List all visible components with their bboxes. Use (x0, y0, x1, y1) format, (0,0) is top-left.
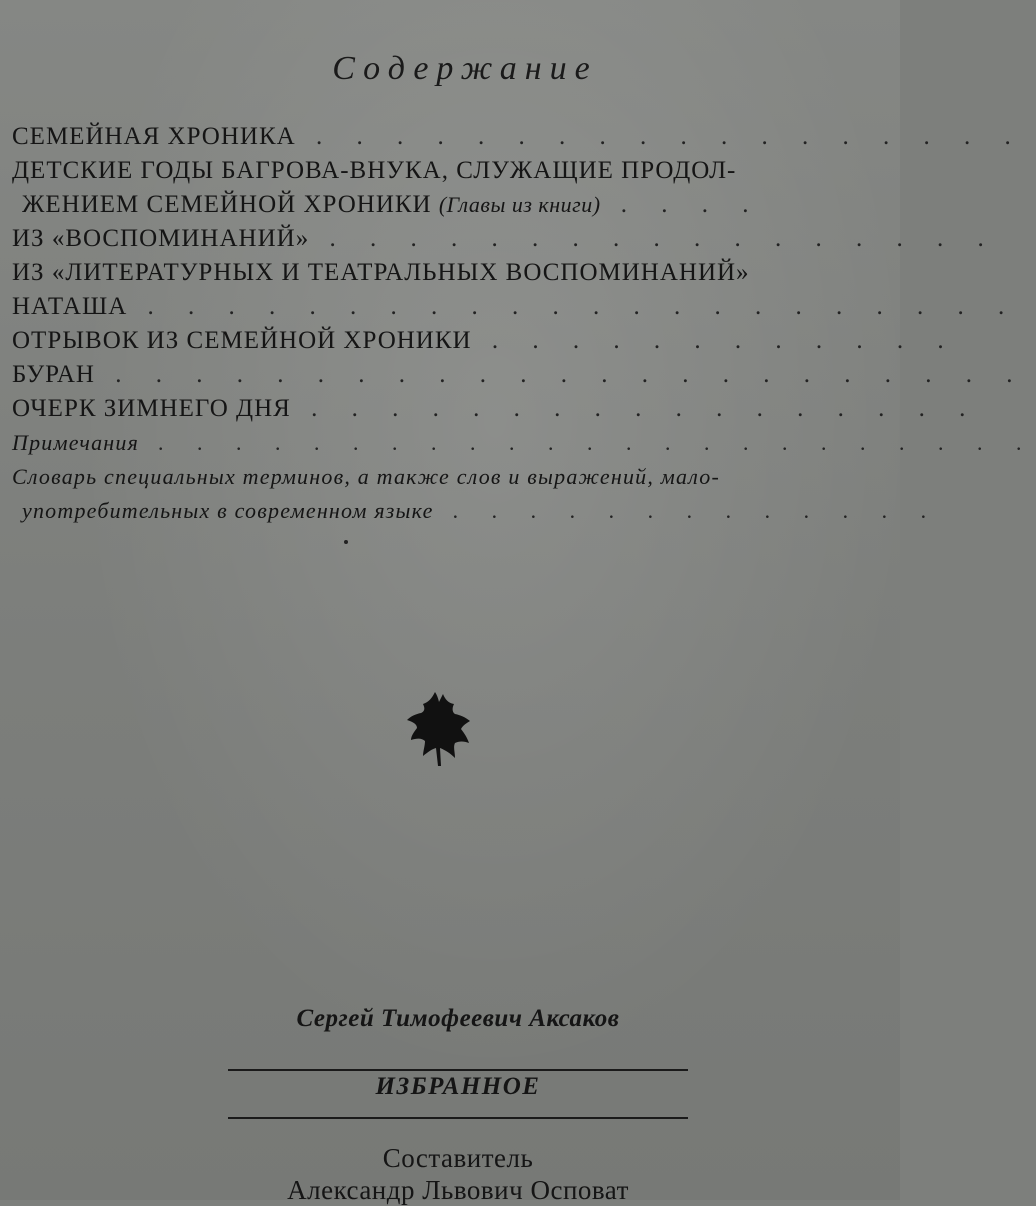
toc-entry-family-chronicle (12, 120, 1025, 154)
toc-entry-text: Примечания (12, 430, 140, 455)
author-name: Сергей Тимофеевич Аксаков (296, 1005, 620, 1032)
toc-entry-glossary-line1 (12, 460, 888, 494)
dot-leader: . . . . . . . . . . . . . . . . . . (295, 123, 1025, 150)
toc-entry-text: ОТРЫВОК ИЗ СЕМЕЙНОЙ ХРОНИКИ (12, 327, 472, 354)
dot-leader: . . . . . . . . . . . . . (433, 498, 941, 523)
toc-entry-text: ИЗ «ВОСПОМИНАНИЙ» (12, 225, 310, 252)
dot-leader: . . . . . . . . . . . . . . . . . . . . . . (127, 293, 1019, 320)
book-title: ИЗБРАННОЕ (375, 1073, 541, 1100)
toc-entry-bagrov-childhood-line2 (12, 188, 888, 222)
toc-entry-winter-day (12, 392, 980, 426)
toc-entry-memoirs (12, 222, 998, 256)
toc-entry-literary-memoirs (12, 256, 888, 290)
toc-entry-glossary-line2 (12, 494, 941, 528)
toc-entry-text: ИЗ «ЛИТЕРАТУРНЫХ И ТЕАТРАЛЬНЫХ ВОСПОМИНАНИЙ» (12, 259, 750, 286)
toc-entry-bagrov-childhood-line1 (12, 154, 888, 188)
toc-entry-text: НАТАША (12, 293, 128, 320)
toc-entry-text: СЕМЕЙНАЯ ХРОНИКА (12, 123, 296, 150)
ink-speck (344, 540, 348, 544)
divider-bottom (228, 1117, 688, 1119)
dot-leader: . . . . . . . . . . . . . . . . . (290, 395, 980, 422)
dot-leader: . . . . . . . . . . . . . . . . . (309, 225, 998, 252)
toc-entry-note: (Главы из книги) (438, 192, 601, 217)
toc-entry-buran (12, 358, 1027, 392)
table-of-contents (12, 120, 1036, 528)
toc-entry-text: Словарь специальных терминов, а также слов и выражений, мало- (12, 464, 721, 489)
compiler-name: Александр Львович Осповат (287, 1175, 629, 1205)
maple-leaf-icon (405, 686, 471, 772)
toc-entry-text: ДЕТСКИЕ ГОДЫ БАГРОВА-ВНУКА, СЛУЖАЩИЕ ПРОДОЛ- (12, 157, 737, 184)
toc-entry-natasha (12, 290, 1019, 324)
toc-entry-text: ОЧЕРК ЗИМНЕГО ДНЯ (12, 395, 291, 422)
toc-entry-excerpt (12, 324, 958, 358)
dot-leader: . . . . . . . . . . . . . . . . . . . . . . . (95, 361, 1027, 388)
dot-leader: . . . . . . . . . . . . . . . . . . . . . . . (139, 430, 1036, 455)
toc-entry-text: БУРАН (12, 361, 95, 388)
divider-top (228, 1069, 688, 1071)
dot-leader: . . . . (600, 191, 763, 218)
toc-heading: Содержание (332, 50, 598, 87)
compiler-label: Составитель (382, 1143, 534, 1173)
toc-entry-text: ЖЕНИЕМ СЕМЕЙНОЙ ХРОНИКИ (22, 191, 439, 218)
toc-entry-text: употребительных в современном языке (22, 498, 434, 523)
toc-entry-notes (12, 426, 1036, 460)
dot-leader: . . . . . . . . . . . . (471, 327, 958, 354)
